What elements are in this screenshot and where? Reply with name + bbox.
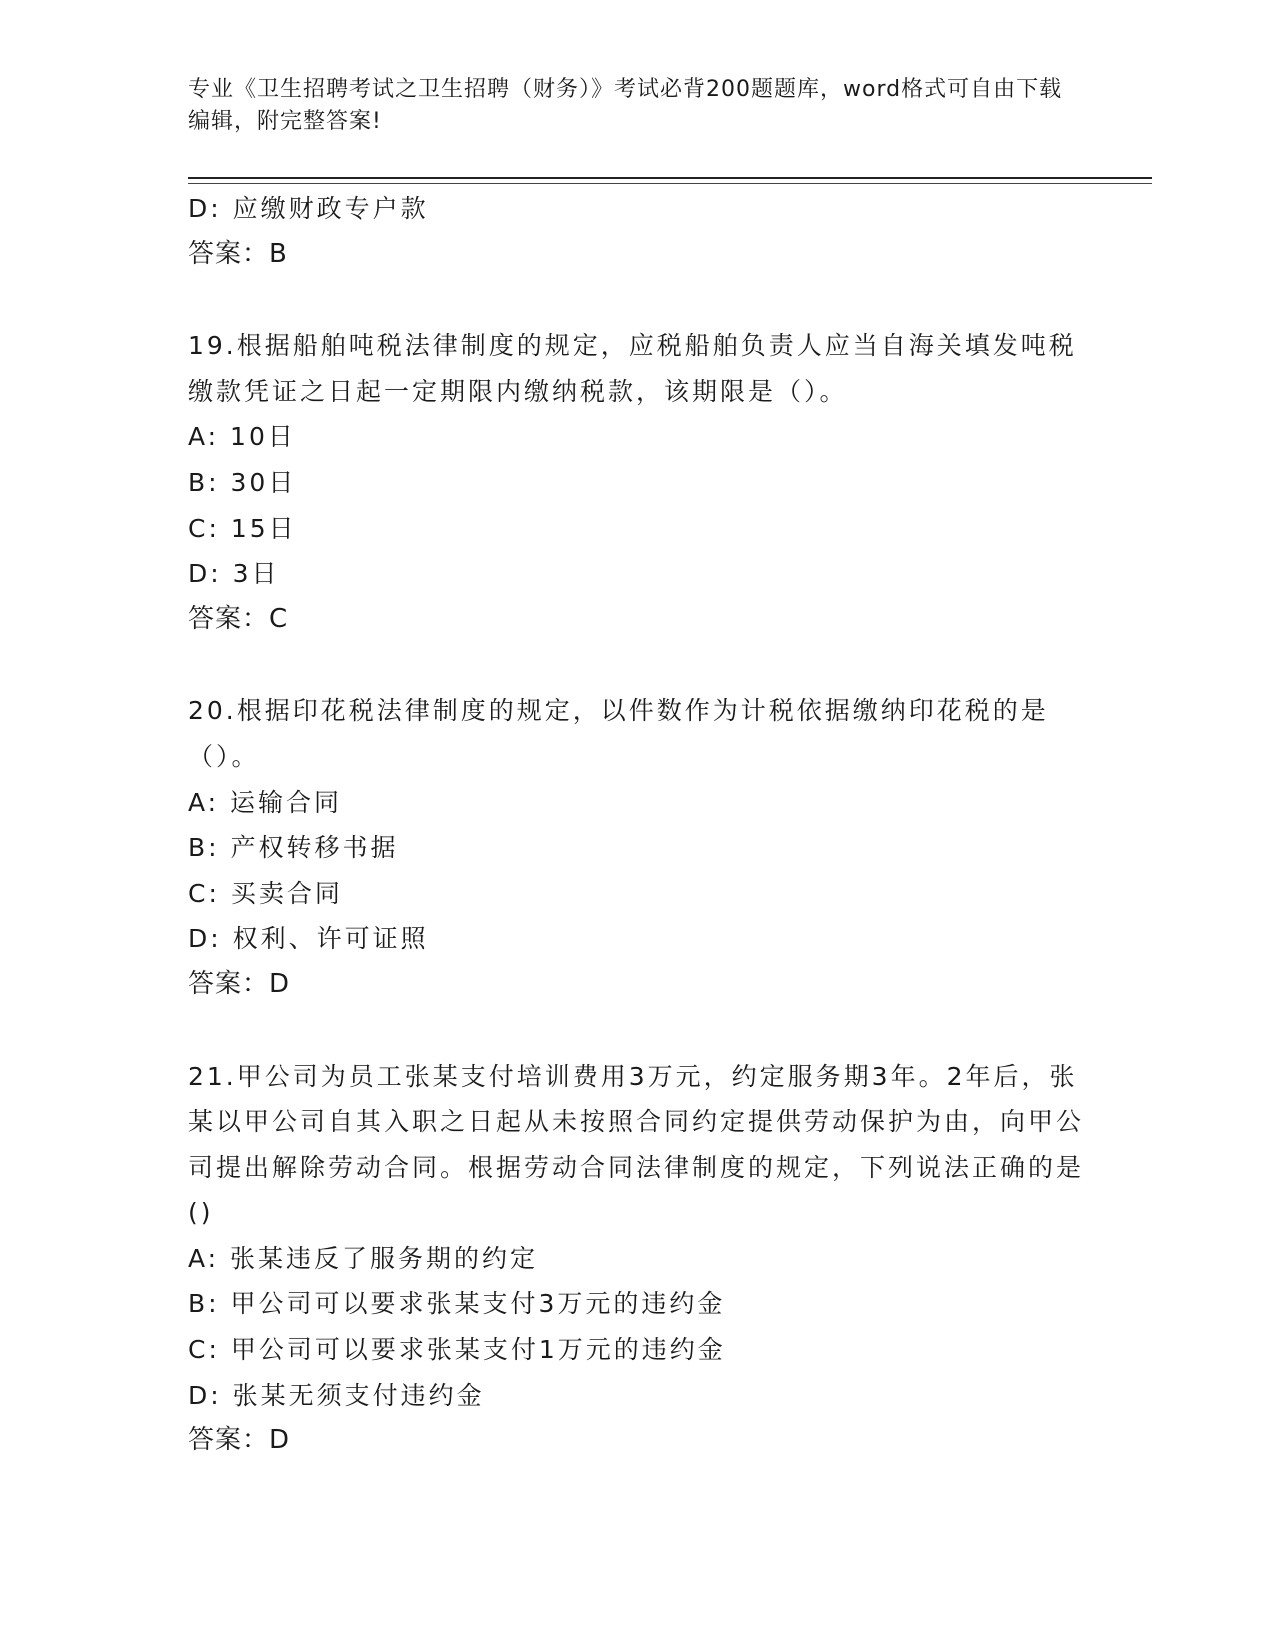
option-d: D: 权利、许可证照 (188, 924, 429, 954)
answer: 答案：D (188, 1425, 291, 1456)
option-b: B: 30日 (188, 467, 297, 497)
question-19 (188, 323, 1088, 642)
question-text: 19.根据船舶吨税法律制度的规定，应税船舶负责人应当自海关填发吨税缴款凭证之日起一定期限内缴纳税款，该期限是（）。 (188, 331, 1077, 406)
document-header: 专业《卫生招聘考试之卫生招聘（财务）》考试必背200题题库，word格式可自由下载编辑，附完整答案! (188, 77, 1063, 134)
option-b: B: 甲公司可以要求张某支付3万元的违约金 (188, 1289, 726, 1319)
option-d: D: 张某无须支付违约金 (188, 1380, 485, 1410)
option-a: A: 10日 (188, 422, 296, 452)
question-content (188, 186, 1088, 1464)
option-a: A: 张某违反了服务期的约定 (188, 1243, 539, 1273)
option-d: D: 3日 (188, 559, 280, 589)
spacer (188, 642, 1088, 688)
option-c: C: 买卖合同 (188, 878, 343, 908)
answer: 答案：D (188, 968, 291, 999)
question-text: 21.甲公司为员工张某支付培训费用3万元，约定服务期3年。2年后，张某以甲公司自其入职之日起从未按照合同约定提供劳动保护为由，向甲公司提出解除劳动合同。根据劳动合同法律制度的规定，下列说法正确的是() (188, 1061, 1085, 1228)
prev-answer: 答案：B (188, 238, 288, 269)
question-21 (188, 1054, 1088, 1464)
header-divider-thin (188, 183, 1152, 184)
option-c: C: 15日 (188, 513, 297, 543)
spacer (188, 1008, 1088, 1054)
header-divider-thick (188, 177, 1152, 179)
option-a: A: 运输合同 (188, 787, 343, 817)
question-text: 20.根据印花税法律制度的规定，以件数作为计税依据缴纳印花税的是（）。 (188, 696, 1049, 771)
question-20 (188, 688, 1088, 1007)
answer: 答案：C (188, 603, 289, 634)
spacer (188, 277, 1088, 323)
option-b: B: 产权转移书据 (188, 833, 399, 863)
prev-option-d: D: 应缴财政专户款 (188, 194, 429, 223)
option-c: C: 甲公司可以要求张某支付1万元的违约金 (188, 1335, 726, 1365)
